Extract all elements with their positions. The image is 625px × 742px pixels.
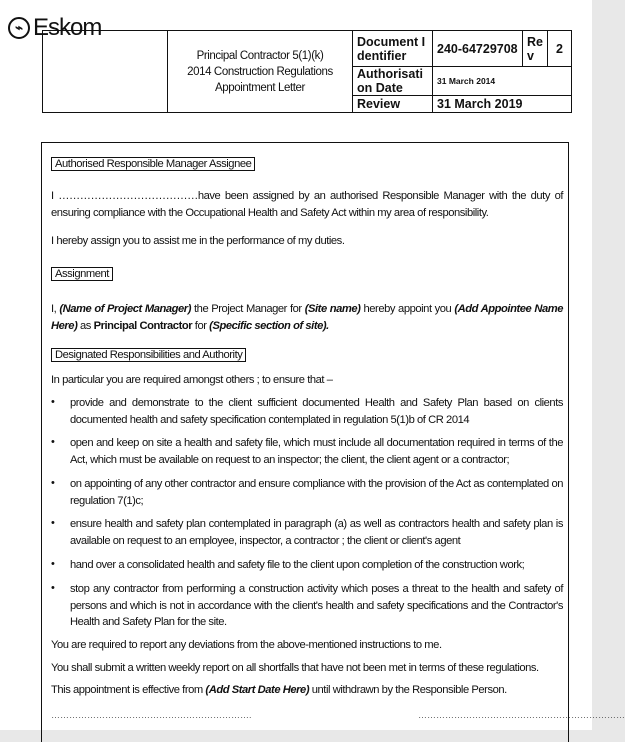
bullet-icon: • — [51, 477, 55, 489]
eskom-logo-icon: ⌁ — [8, 17, 30, 39]
logo-text: Eskom — [33, 14, 102, 41]
rev-label: Rev — [523, 31, 548, 67]
bullet-item: open and keep on site a health and safety file, which must include all documentation required in terms of the Act, which must be available on request to an inspector; the client, the client agent or a contractor; — [70, 437, 563, 466]
review-label: Review — [353, 96, 433, 113]
paragraph — [51, 682, 507, 699]
rev-value: 2 — [548, 31, 572, 67]
paragraph — [51, 301, 563, 334]
text: I, — [51, 303, 60, 315]
title-line: Appointment Letter — [215, 81, 305, 94]
doc-id-value: 240-64729708 — [433, 31, 523, 67]
title-line: 2014 Construction Regulations — [187, 65, 333, 78]
text: the Project Manager for — [190, 303, 305, 315]
placeholder-text: (Site name) — [304, 303, 361, 315]
header-blank-cell — [43, 31, 168, 113]
placeholder-text: (Add Start Date Here) — [205, 684, 310, 696]
auth-date-label: Authorisation Date — [353, 67, 433, 96]
paragraph: You shall submit a written weekly report on all shortfalls that have not been met in terms of these regulations. — [51, 662, 539, 674]
section-heading: Assignment — [51, 267, 113, 281]
bullet-item: hand over a consolidated health and safety file to the client upon completion of the construction work; — [70, 559, 525, 571]
text: until withdrawn by the Responsible Person. — [309, 684, 507, 696]
placeholder-text: (Specific section of site). — [209, 319, 329, 332]
paragraph: I hereby assign you to assist me in the performance of my duties. — [51, 235, 345, 247]
signature-line-right: …………………………………………………………… — [418, 710, 625, 720]
text: for — [192, 319, 210, 332]
review-value: 31 March 2019 — [433, 96, 572, 113]
paragraph: In particular you are required amongst others ; to ensure that – — [51, 374, 333, 386]
bullet-icon: • — [51, 582, 55, 594]
role-text: Principal Contractor — [93, 319, 193, 332]
bullet-item: provide and demonstrate to the client sufficient documented Health and Safety Plan based on clients documented health and safety specification contemplated in regulation 5(1)b of CR 2014 — [70, 397, 563, 426]
bullet-icon: • — [51, 558, 55, 570]
section-heading: Authorised Responsible Manager Assignee — [51, 157, 255, 171]
bullet-item: stop any contractor from performing a construction activity which poses a threat to the health and safety of persons and which is not in accordance with the client's health and safety specifications and the Contractor's Health and Safety Plan for the site. — [70, 583, 563, 628]
bullet-icon: • — [51, 436, 55, 448]
signature-line-left: …………………………………………………………. — [51, 710, 252, 720]
text: as — [77, 319, 94, 332]
bullet-icon: • — [51, 396, 55, 408]
bullet-item: ensure health and safety plan contemplated in paragraph (a) as well as contractors health and safety plan is available on request to an employee, inspector, a contractor ; the client or client's agent — [70, 518, 563, 547]
document-title — [168, 31, 353, 113]
paragraph: You are required to report any deviations from the above-mentioned instructions to me. — [51, 639, 442, 651]
section-heading: Designated Responsibilities and Authority — [51, 348, 246, 362]
title-line: Principal Contractor 5(1)(k) — [196, 49, 324, 62]
bullet-icon: • — [51, 517, 55, 529]
doc-id-label: Document Identifier — [353, 31, 433, 67]
bullet-item: on appointing of any other contractor and ensure compliance with the provision of the Act as contemplated on regulation 7(1)c; — [70, 478, 563, 507]
document-header-table — [42, 30, 572, 113]
placeholder-text: (Name of Project Manager) — [59, 303, 191, 315]
text: This appointment is effective from — [51, 684, 206, 696]
auth-date-value: 31 March 2014 — [433, 67, 572, 96]
paragraph: I …………………………………have been assigned by an authorised Responsible Manager with the duty of ensuring compliance with the Occupational Health and Safety Act within my area of responsibility. — [51, 190, 563, 219]
text: hereby appoint you — [360, 303, 455, 315]
placeholder-text: (Add Appointee Name Here) — [51, 303, 563, 332]
